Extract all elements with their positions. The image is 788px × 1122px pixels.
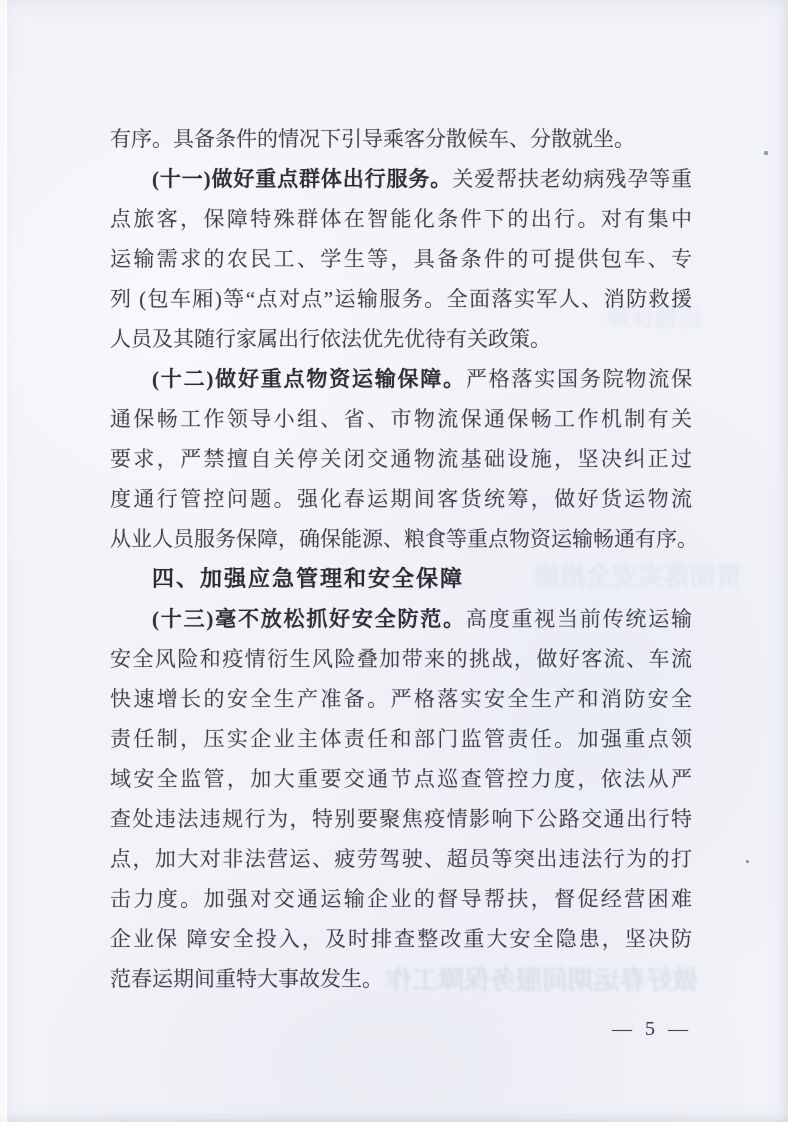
line-text: 高度重视当前传统运输 xyxy=(465,607,692,631)
bleed-through-ghost: 运输保障 xyxy=(606,306,702,332)
scan-speck xyxy=(764,151,768,155)
document-text xyxy=(110,119,698,999)
line-text: 严格落实国务院物流保 xyxy=(465,367,692,391)
text-line xyxy=(110,119,692,159)
text-line xyxy=(110,599,692,639)
text-line xyxy=(110,919,692,959)
text-line xyxy=(110,199,692,239)
run-in-heading: (十一)做好重点群体出行服务。 xyxy=(152,167,453,191)
text-line xyxy=(110,959,692,999)
line-text: 快速增长的安全生产准备。严格落实安全生产和消防安全 xyxy=(110,687,692,711)
run-in-heading: (十三)毫不放松抓好安全防范。 xyxy=(152,607,466,631)
text-line xyxy=(110,519,698,559)
text-line xyxy=(110,279,692,319)
text-line xyxy=(110,719,692,759)
scan-speck xyxy=(746,860,749,863)
line-text: 点旅客，保障特殊群体在智能化条件下的出行。对有集中 xyxy=(110,207,692,231)
line-text: 列 (包车厢)等“点对点”运输服务。全面落实军人、消防救援 xyxy=(110,287,692,311)
line-text: 要求，严禁擅自关停关闭交通物流基础设施，坚决纠正过 xyxy=(110,447,692,471)
text-line xyxy=(110,679,692,719)
line-text: 查处违法违规行为，特别要聚焦疫情影响下公路交通出行特 xyxy=(110,807,692,831)
text-line xyxy=(110,319,692,359)
line-text: 责任制，压实企业主体责任和部门监管责任。加强重点领 xyxy=(110,727,692,751)
bleed-through-ghost: 做好春运期间服务保障工作 xyxy=(386,966,699,995)
text-line xyxy=(110,799,692,839)
page-number: — 5 — xyxy=(612,1018,692,1040)
text-line xyxy=(110,839,692,879)
text-line xyxy=(110,639,692,679)
line-text: 从业人员服务保障，确保能源、粮食等重点物资运输畅通有序。 xyxy=(110,527,698,551)
line-text: 运输需求的农民工、学生等，具备条件的可提供包车、专 xyxy=(110,247,692,271)
line-text: 击力度。加强对交通运输企业的督导帮扶，督促经营困难 xyxy=(110,887,692,911)
bleed-through-ghost: 贯彻落实安全措施 xyxy=(534,562,743,591)
section-heading xyxy=(110,559,692,599)
line-text: 度通行管控问题。强化春运期间客货统筹，做好货运物流 xyxy=(110,487,692,511)
text-line xyxy=(110,759,692,799)
line-text: 四、加强应急管理和安全保障 xyxy=(152,566,465,591)
line-text: 通保畅工作领导小组、省、市物流保通保畅工作机制有关 xyxy=(110,407,692,431)
text-line xyxy=(110,159,692,199)
line-text: 域安全监管，加大重要交通节点巡查管控力度，依法从严 xyxy=(110,767,692,791)
run-in-heading: (十二)做好重点物资运输保障。 xyxy=(152,367,466,391)
text-line xyxy=(110,399,692,439)
line-text: 关爱帮扶老幼病残孕等重 xyxy=(452,167,692,191)
text-line xyxy=(110,359,692,399)
line-text: 有序。具备条件的情况下引导乘客分散候车、分散就坐。 xyxy=(110,127,635,151)
text-line xyxy=(110,439,692,479)
line-text: 企业保 障安全投入，及时排查整改重大安全隐患，坚决防 xyxy=(110,927,692,951)
text-line xyxy=(110,879,692,919)
line-text: 点，加大对非法营运、疲劳驾驶、超员等突出违法行为的打 xyxy=(110,847,692,871)
text-line xyxy=(110,479,692,519)
line-text: 范春运期间重特大事故发生。 xyxy=(110,967,383,991)
line-text: 安全风险和疫情衍生风险叠加带来的挑战，做好客流、车流 xyxy=(110,647,692,671)
line-text: 人员及其随行家属出行依法优先优待有关政策。 xyxy=(110,327,551,351)
scan-edge-seam xyxy=(0,0,7,1122)
text-line xyxy=(110,239,692,279)
